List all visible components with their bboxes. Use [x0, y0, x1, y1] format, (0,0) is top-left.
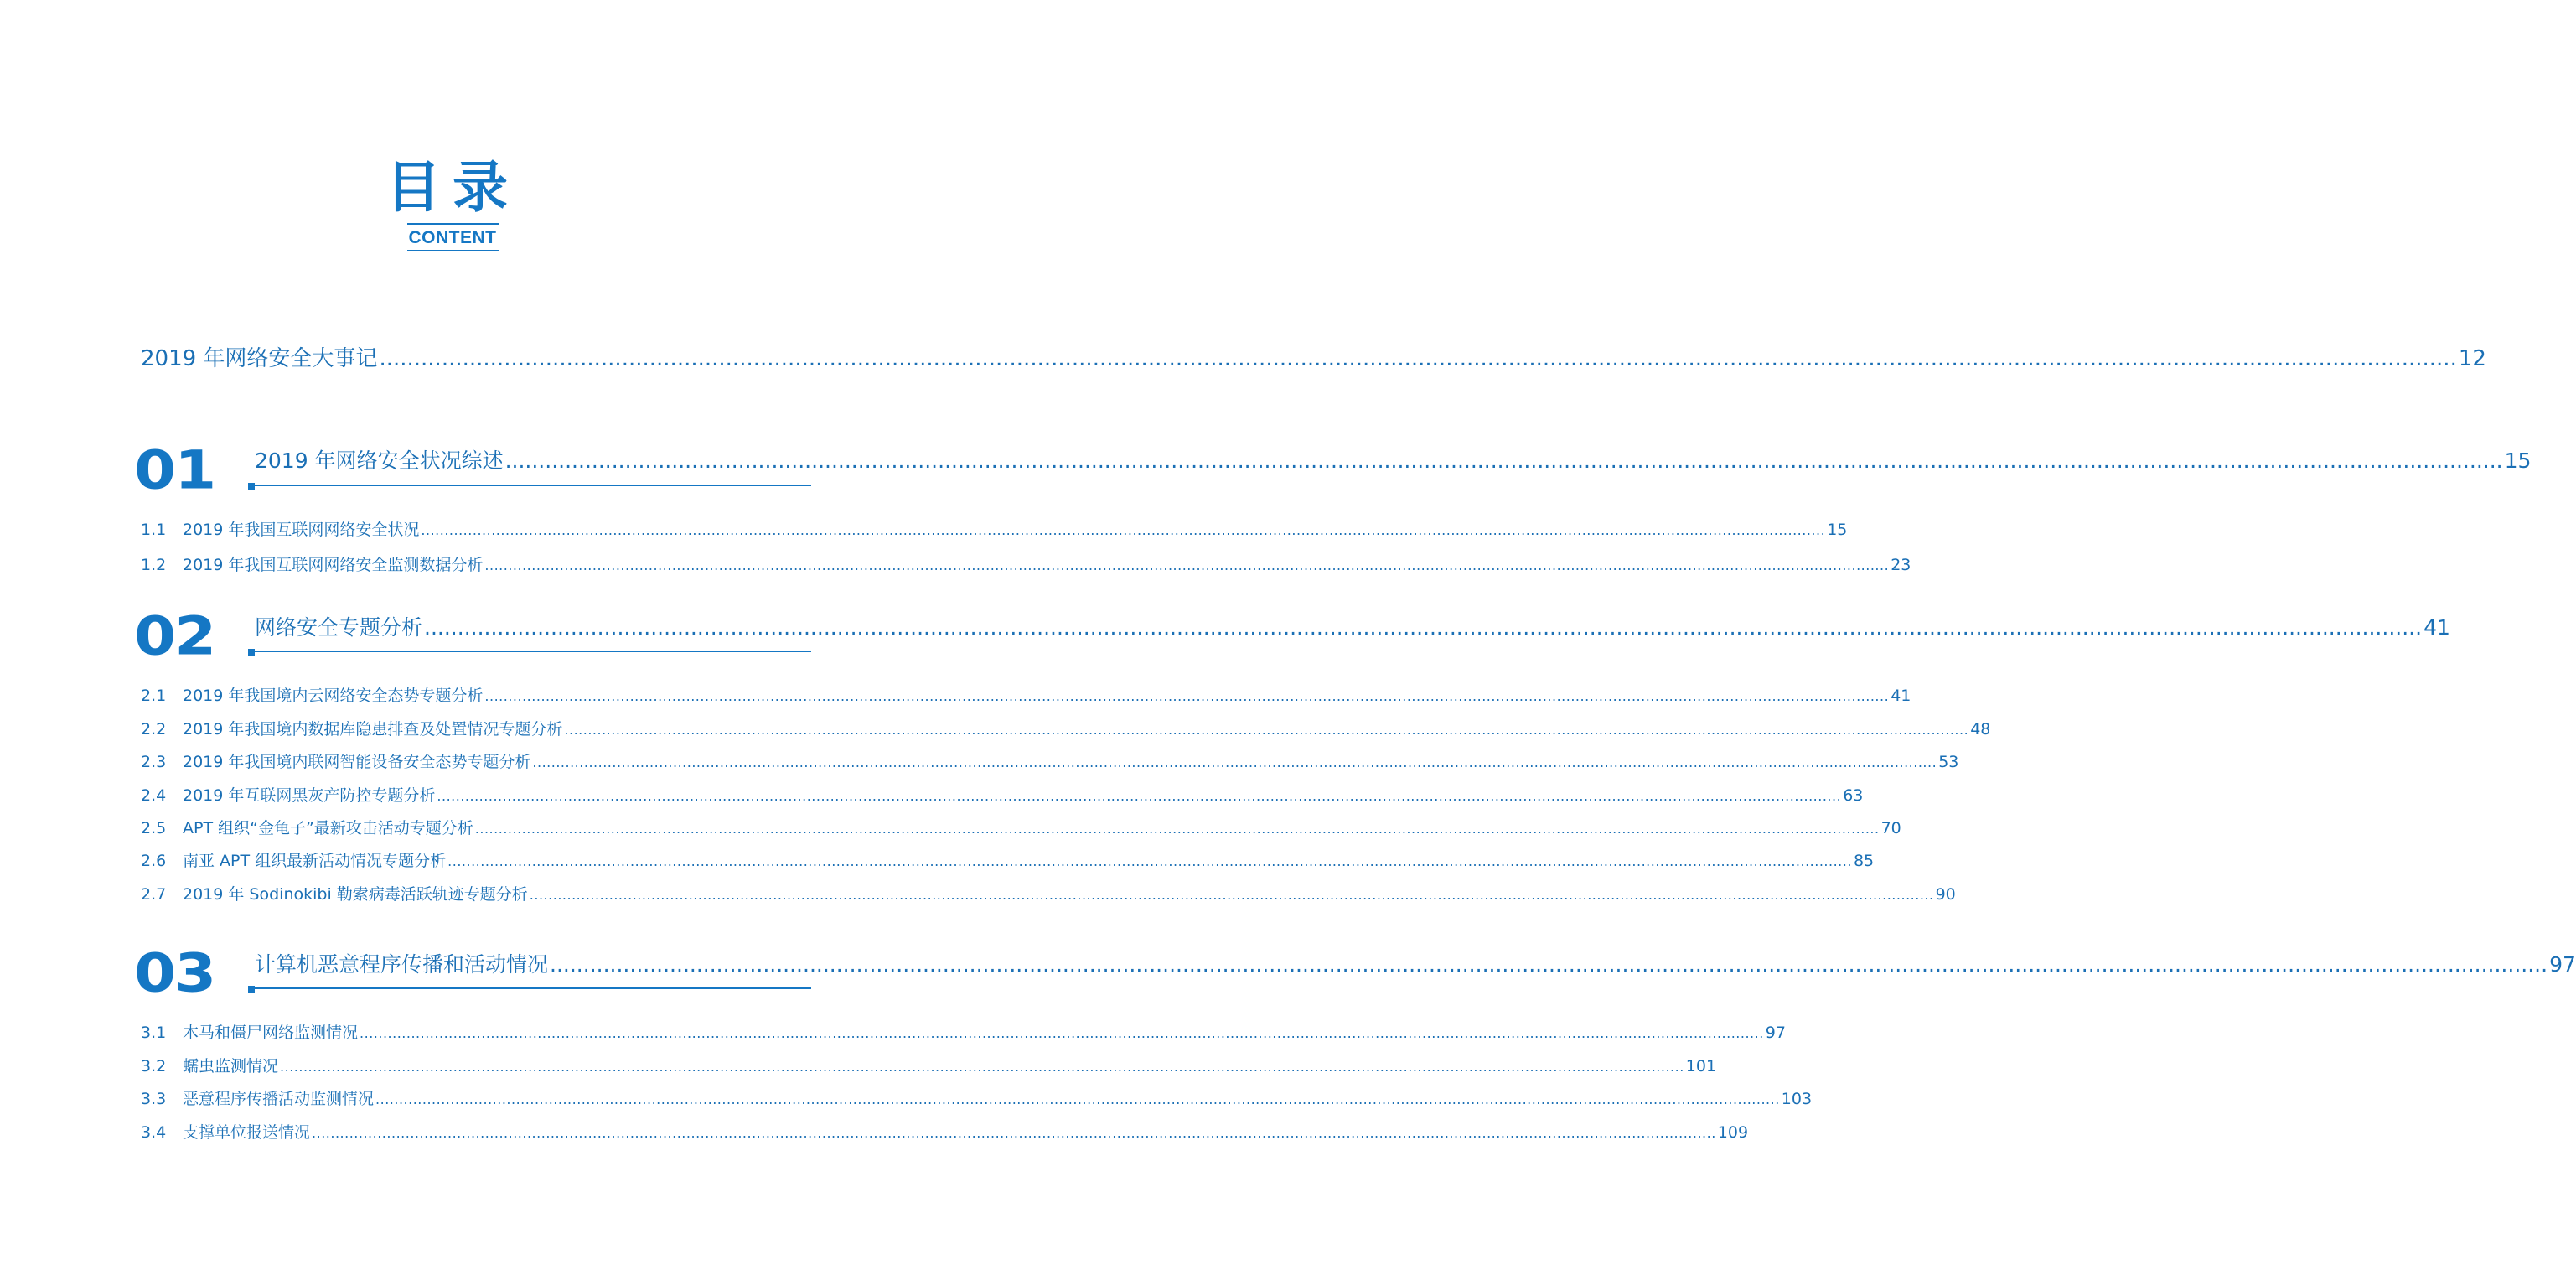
section-page: 15: [1827, 521, 1848, 539]
section-page: 53: [1938, 753, 1959, 771]
chapter-entry[interactable]: [255, 951, 2576, 979]
section-title: 蠕虫监测情况: [183, 1057, 279, 1076]
section-number: 3.2: [141, 1057, 167, 1076]
dot-leader: ............................................................................................................................................................................................................................................................................................................: [504, 448, 2503, 473]
section-entry[interactable]: [141, 685, 1911, 708]
section-page: 63: [1843, 786, 1864, 805]
section-number: 2.2: [141, 720, 167, 739]
section-entry[interactable]: [141, 1055, 1717, 1078]
section-title: 2019 年 Sodinokibi 勒索病毒活跃轨迹专题分析: [183, 885, 528, 904]
dot-leader: ............................................................................................................................................................................................................................................................................................................: [375, 1091, 1780, 1107]
section-number: 2.7: [141, 885, 167, 904]
subtitle-frame: [407, 223, 499, 251]
section-number: 2.5: [141, 819, 167, 837]
section-entry[interactable]: [141, 554, 1911, 577]
section-entry[interactable]: [141, 1088, 1813, 1111]
section-page: 41: [1891, 687, 1911, 705]
chapter-page: 41: [2423, 615, 2450, 640]
section-page: 103: [1781, 1090, 1813, 1108]
section-title: 2019 年互联网黑灰产防控专题分析: [183, 786, 436, 805]
page-title: 目录: [385, 155, 520, 220]
section-number: 3.4: [141, 1123, 167, 1142]
section-title: 2019 年我国境内数据库隐患排查及处置情况专题分析: [183, 720, 563, 739]
section-page: 23: [1891, 556, 1911, 574]
dot-leader: ............................................................................................................................................................................................................................................................................................................: [312, 1125, 1716, 1141]
toc-entry-page: 12: [2458, 346, 2486, 371]
section-number: 2.6: [141, 852, 167, 870]
section-title: 2019 年我国互联网网络安全监测数据分析: [183, 556, 484, 574]
section-title: 2019 年我国境内联网智能设备安全态势专题分析: [183, 753, 531, 771]
section-page: 97: [1765, 1024, 1786, 1042]
section-page: 101: [1685, 1057, 1717, 1076]
section-number: 3.3: [141, 1090, 167, 1108]
dot-leader: ............................................................................................................................................................................................................................................................................................................: [424, 615, 2423, 640]
dot-leader: ............................................................................................................................................................................................................................................................................................................: [532, 754, 1937, 770]
chapter-number: 01: [134, 438, 215, 501]
chapter-title: 计算机恶意程序传播和活动情况: [255, 952, 549, 977]
chapter-page: 97: [2549, 952, 2576, 977]
dot-leader: ............................................................................................................................................................................................................................................................................................................: [484, 557, 1890, 573]
section-page: 70: [1880, 819, 1901, 837]
chapter-entry[interactable]: [255, 614, 2450, 642]
section-entry[interactable]: [141, 751, 1959, 774]
section-entry[interactable]: [141, 718, 1991, 741]
section-entry[interactable]: [141, 1122, 1749, 1144]
section-entry[interactable]: [141, 519, 1848, 542]
chapter-title: 2019 年网络安全状况综述: [255, 448, 504, 473]
section-title: 恶意程序传播活动监测情况: [183, 1090, 375, 1108]
section-page: 90: [1935, 885, 1956, 904]
toc-header: [0, 155, 905, 251]
section-page: 85: [1853, 852, 1875, 870]
chapter-number: 03: [134, 941, 215, 1004]
section-entry[interactable]: [141, 817, 1901, 840]
page-subtitle: CONTENT: [408, 228, 497, 247]
dot-leader: ............................................................................................................................................................................................................................................................................................................: [379, 346, 2457, 371]
section-number: 2.4: [141, 786, 167, 805]
toc-entry-label: 2019 年网络安全大事记: [141, 346, 378, 371]
section-title: 木马和僵尸网络监测情况: [183, 1024, 359, 1042]
section-number: 2.3: [141, 753, 167, 771]
section-title: 2019 年我国互联网网络安全状况: [183, 521, 420, 539]
chapter-entry[interactable]: [255, 447, 2532, 475]
section-title: 支撑单位报送情况: [183, 1123, 311, 1142]
section-number: 1.1: [141, 521, 167, 539]
section-entry[interactable]: [141, 1022, 1786, 1045]
chapter-divider: [248, 485, 811, 486]
dot-leader: ............................................................................................................................................................................................................................................................................................................: [280, 1059, 1684, 1075]
dot-leader: ............................................................................................................................................................................................................................................................................................................: [484, 688, 1890, 704]
section-title: 南亚 APT 组织最新活动情况专题分析: [183, 852, 447, 870]
dot-leader: ............................................................................................................................................................................................................................................................................................................: [447, 853, 1852, 869]
dot-leader: ............................................................................................................................................................................................................................................................................................................: [550, 952, 2548, 977]
dot-leader: ............................................................................................................................................................................................................................................................................................................: [421, 522, 1826, 538]
chapter-page: 15: [2504, 448, 2532, 473]
section-title: APT 组织“金龟子”最新攻击活动专题分析: [183, 819, 473, 837]
chapter-number: 02: [134, 604, 215, 667]
section-title: 2019 年我国境内云网络安全态势专题分析: [183, 687, 484, 705]
section-entry[interactable]: [141, 785, 1864, 807]
toc-entry-events[interactable]: [141, 344, 2486, 374]
section-number: 1.2: [141, 556, 167, 574]
section-entry[interactable]: [141, 850, 1875, 873]
dot-leader: ............................................................................................................................................................................................................................................................................................................: [360, 1025, 1764, 1041]
section-page: 48: [1970, 720, 1991, 739]
dot-leader: ............................................................................................................................................................................................................................................................................................................: [564, 722, 1969, 738]
section-number: 2.1: [141, 687, 167, 705]
dot-leader: ............................................................................................................................................................................................................................................................................................................: [474, 821, 1880, 837]
dot-leader: ............................................................................................................................................................................................................................................................................................................: [529, 887, 1934, 903]
dot-leader: ............................................................................................................................................................................................................................................................................................................: [437, 788, 1842, 804]
section-entry[interactable]: [141, 884, 1956, 906]
section-page: 109: [1717, 1123, 1749, 1142]
chapter-title: 网络安全专题分析: [255, 615, 423, 640]
section-number: 3.1: [141, 1024, 167, 1042]
chapter-divider: [248, 651, 811, 652]
chapter-divider: [248, 987, 811, 989]
